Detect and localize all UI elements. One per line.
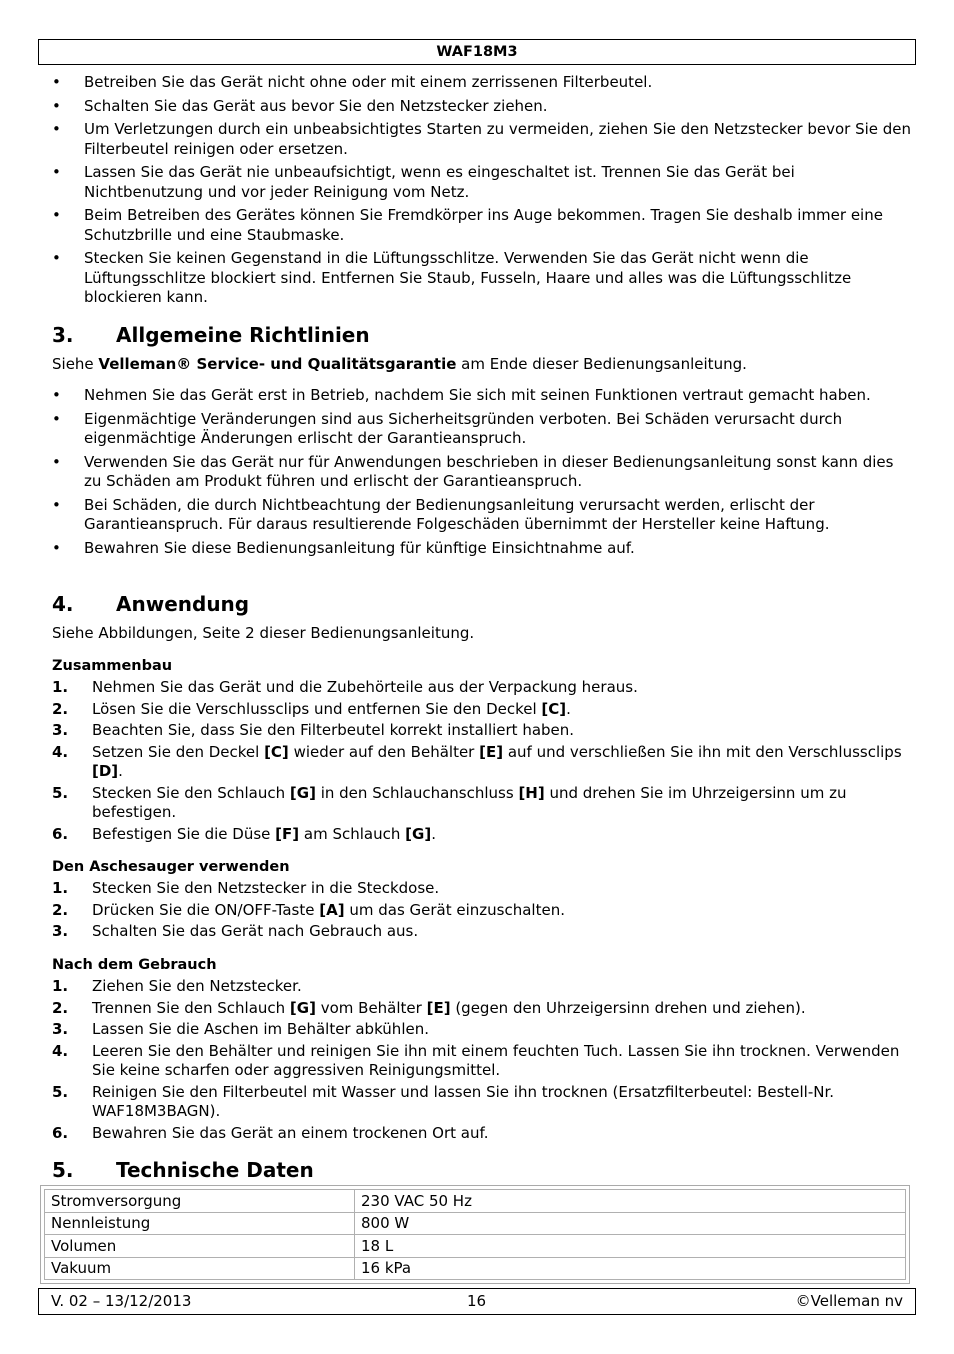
step-text: Lösen Sie die Verschlussclips und entfernen Sie den Deckel [C]. <box>92 699 571 718</box>
step-item <box>52 999 912 1019</box>
step-item <box>52 1124 912 1144</box>
step-item <box>52 700 912 720</box>
table-row <box>45 1257 906 1280</box>
section-3-heading: 3. Allgemeine Richtlinien <box>52 323 370 347</box>
assembly-steps <box>52 678 912 844</box>
step-item <box>52 784 912 823</box>
step-item <box>52 743 912 782</box>
spec-value: 800 W <box>355 1212 906 1235</box>
bullet-item: • Eigenmächtige Veränderungen sind aus Sicherheitsgründen verboten. Bei Schäden verursacht durch eigenmächtige Änderungen erlischt der Garantieanspruch. <box>52 410 912 449</box>
step-item <box>52 977 912 997</box>
step-number: 3. <box>52 1020 69 1038</box>
step-text: Trennen Sie den Schlauch [G] vom Behälter [E] (gegen den Uhrzeigersinn drehen und ziehen). <box>92 998 806 1017</box>
table-row <box>45 1190 906 1213</box>
step-number: 4. <box>52 1041 69 1060</box>
step-number: 2. <box>52 998 69 1017</box>
spec-value: 18 L <box>355 1235 906 1258</box>
step-number: 1. <box>52 678 69 696</box>
step-item <box>52 1083 912 1122</box>
version-date: V. 02 – 13/12/2013 <box>51 1292 192 1310</box>
step-item <box>52 922 912 942</box>
usage-steps <box>52 879 912 942</box>
step-number: 4. <box>52 742 69 761</box>
bullet-item: • Nehmen Sie das Gerät erst in Betrieb, nachdem Sie sich mit seinen Funktionen vertraut gemacht haben. <box>52 386 912 406</box>
step-text: Stecken Sie den Schlauch [G] in den Schlauchanschluss [H] und drehen Sie im Uhrzeigersinn um zu befestigen. <box>92 783 847 821</box>
bullet-item: • Stecken Sie keinen Gegenstand in die Lüftungsschlitze. Verwenden Sie das Gerät nicht wenn die Lüftungsschlitze blockiert sind. Entfernen Sie Staub, Fusseln, Haare und alles was die Lüftungsschlitze blockieren kann. <box>52 249 912 308</box>
step-item <box>52 825 912 845</box>
step-text: Nehmen Sie das Gerät und die Zubehörteile aus der Verpackung heraus. <box>92 678 638 696</box>
step-text: Leeren Sie den Behälter und reinigen Sie ihn mit einem feuchten Tuch. Lassen Sie ihn trocknen. Verwenden Sie keine scharfen oder aggressiven Reinigungsmittel. <box>92 1041 900 1079</box>
bullet-item: • Verwenden Sie das Gerät nur für Anwendungen beschrieben in dieser Bedienungsanleitung sonst kann dies zu Schäden am Produkt führen und erlischt der Garantieanspruch. <box>52 453 912 492</box>
spec-value: 16 kPa <box>355 1257 906 1280</box>
section-4-heading: 4. Anwendung <box>52 592 250 616</box>
page-header <box>38 39 916 65</box>
step-number: 1. <box>52 879 69 897</box>
spec-value: 230 VAC 50 Hz <box>355 1190 906 1213</box>
spec-label: Nennleistung <box>45 1212 355 1235</box>
bullet-item: • Beim Betreiben des Gerätes können Sie Fremdkörper ins Auge bekommen. Tragen Sie deshalb immer eine Schutzbrille und eine Staubmaske. <box>52 206 912 245</box>
step-number: 1. <box>52 977 69 995</box>
step-text: Beachten Sie, dass Sie den Filterbeutel korrekt installiert haben. <box>92 721 575 739</box>
step-number: 3. <box>52 721 69 739</box>
section-3-intro: Siehe Velleman® Service- und Qualitätsgarantie am Ende dieser Bedienungsanleitung. <box>52 355 747 373</box>
step-text: Befestigen Sie die Düse [F] am Schlauch [G]. <box>92 824 436 843</box>
step-item <box>52 1042 912 1081</box>
spec-label: Volumen <box>45 1235 355 1258</box>
bullet-item: • Bewahren Sie diese Bedienungsanleitung für künftige Einsichtnahme auf. <box>52 539 912 559</box>
step-item <box>52 901 912 921</box>
usage-heading: Den Aschesauger verwenden <box>52 859 290 875</box>
copyright: ©Velleman nv <box>795 1292 903 1310</box>
step-item <box>52 678 912 698</box>
step-text: Bewahren Sie das Gerät an einem trockenen Ort auf. <box>92 1123 489 1142</box>
tech-data-table <box>44 1189 906 1280</box>
table-row <box>45 1235 906 1258</box>
section-4-intro: Siehe Abbildungen, Seite 2 dieser Bedienungsanleitung. <box>52 624 475 642</box>
bullet-item: • Bei Schäden, die durch Nichtbeachtung der Bedienungsanleitung verursacht werden, erlischt der Garantieanspruch. Für daraus resultierende Folgeschäden übernimmt der Hersteller keine Haftung. <box>52 496 912 535</box>
safety-list <box>52 73 912 308</box>
step-text: Lassen Sie die Aschen im Behälter abkühlen. <box>92 1020 429 1038</box>
step-text: Reinigen Sie den Filterbeutel mit Wasser und lassen Sie ihn trocknen (Ersatzfilterbeutel: Bestell-Nr. WAF18M3BAGN). <box>92 1082 835 1120</box>
assembly-heading: Zusammenbau <box>52 658 173 674</box>
step-text: Setzen Sie den Deckel [C] wieder auf den Behälter [E] auf und verschließen Sie ihn mit den Verschlussclips [D]. <box>92 742 902 780</box>
step-item <box>52 1020 912 1040</box>
step-number: 5. <box>52 783 69 802</box>
after-use-heading: Nach dem Gebrauch <box>52 957 217 973</box>
spec-label: Vakuum <box>45 1257 355 1280</box>
spec-label: Stromversorgung <box>45 1190 355 1213</box>
step-text: Drücken Sie die ON/OFF-Taste [A] um das Gerät einzuschalten. <box>92 900 565 919</box>
step-item <box>52 721 912 741</box>
bullet-item: • Um Verletzungen durch ein unbeabsichtigtes Starten zu vermeiden, ziehen Sie den Netzstecker bevor Sie den Filterbeutel reinigen oder ersetzen. <box>52 120 912 159</box>
bullet-item: • Betreiben Sie das Gerät nicht ohne oder mit einem zerrissenen Filterbeutel. <box>52 73 912 93</box>
step-item <box>52 879 912 899</box>
model-title: WAF18M3 <box>436 44 518 60</box>
after-use-steps <box>52 977 912 1143</box>
bullet-item: • Schalten Sie das Gerät aus bevor Sie den Netzstecker ziehen. <box>52 97 912 117</box>
table-row <box>45 1212 906 1235</box>
step-number: 2. <box>52 900 69 919</box>
step-number: 6. <box>52 1123 69 1142</box>
guidelines-list <box>52 386 912 558</box>
step-text: Schalten Sie das Gerät nach Gebrauch aus. <box>92 922 419 940</box>
step-number: 6. <box>52 824 69 843</box>
step-text: Stecken Sie den Netzstecker in die Steckdose. <box>92 879 440 897</box>
page-number: 16 <box>467 1292 487 1310</box>
step-number: 5. <box>52 1082 69 1101</box>
page-footer <box>38 1288 916 1315</box>
step-number: 3. <box>52 922 69 940</box>
bullet-item: • Lassen Sie das Gerät nie unbeaufsichtigt, wenn es eingeschaltet ist. Trennen Sie das Gerät bei Nichtbenutzung und vor jeder Reinigung vom Netz. <box>52 163 912 202</box>
step-text: Ziehen Sie den Netzstecker. <box>92 977 302 995</box>
step-number: 2. <box>52 699 69 718</box>
section-5-heading: 5. Technische Daten <box>52 1158 314 1182</box>
